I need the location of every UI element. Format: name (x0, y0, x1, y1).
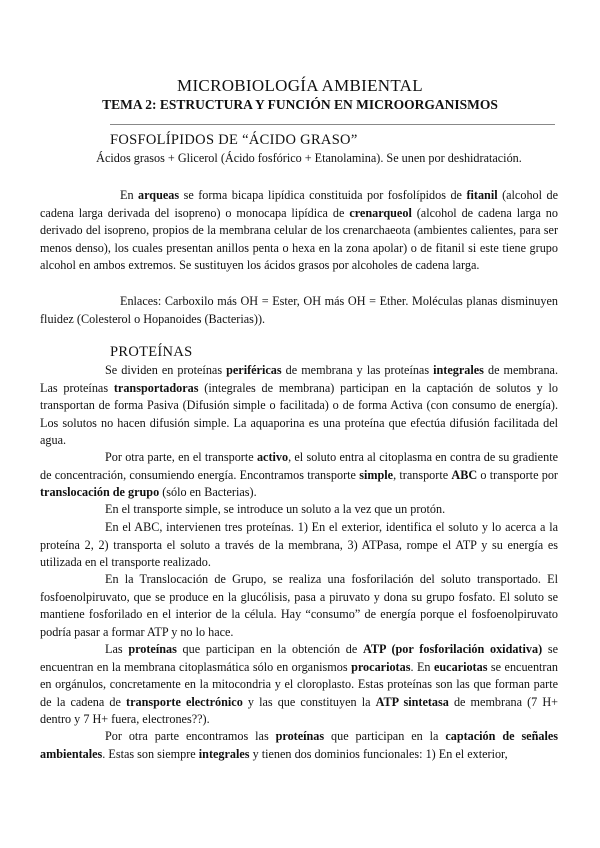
section-heading-proteinas: PROTEÍNAS (110, 344, 193, 360)
paragraph-transporte-activo: Por otra parte, en el transporte activo, el soluto entra al citoplasma en contra de su gradiente de concentración, consumiendo energía. Encontramos transporte simple, transporte ABC o transporte por translocación de grupo (sólo en Bacterias). (40, 450, 558, 500)
paragraph-atp: Las proteínas que participan en la obtención de ATP (por fosforilación oxidativa) se encuentran en la membrana citoplasmática sólo en organismos procariotas. En eucariotas se encuentran en orgánulos, concretamente en la mitocondria y el cloroplasto. Estas proteínas son las que forman parte de la cadena de transporte electrónico y las que constituyen la ATP sintetasa de membrana (7 H+ dentro y 7 H+ fuera, electrones??). (40, 642, 559, 727)
paragraph-arqueas: En arqueas se forma bicapa lipídica constituida por fosfolípidos de fitanil (alcohol de cadena larga derivada del isopreno) o monocapa lipídica de crenarqueol (alcohol de cadena larga no derivado del isopreno, propios de la membrana celular de los crenarchaeota (ambientes calientes, para ser menos denso), los cuales presentan anillos penta o hexa en la zona apolar) o de fitanil si este tiene grupo alcohol en ambos extremos. Se sustituyen los ácidos grasos por alcoholes de cadena larga. (40, 188, 558, 273)
header-divider (110, 124, 555, 125)
section-heading-fosfolipidos: FOSFOLÍPIDOS DE “ÁCIDO GRASO” (110, 132, 358, 148)
paragraph-translocacion: En la Translocación de Grupo, se realiza una fosforilación del soluto transportado. El fosfoenolpiruvato, que se produce en la glucólisis, pasa a piruvato y dona su grupo fosfato. El soluto se mantiene fosforilado en el interior de la célula. Hay “consumo” de energía porque el fosfoenolpiruvato podría pasar a formar ATP y no lo hace. (40, 572, 558, 639)
document-subtitle: TEMA 2: ESTRUCTURA Y FUNCIÓN EN MICROORGANISMOS (102, 97, 498, 112)
fosfolipidos-summary: Ácidos grasos + Glicerol (Ácido fosfórico + Etanolamina). Se unen por deshidratación. (96, 151, 522, 165)
paragraph-enlaces: Enlaces: Carboxilo más OH = Ester, OH más OH = Ether. Moléculas planas disminuyen fluidez (Colesterol o Hopanoides (Bacterias)). (40, 294, 558, 326)
paragraph-transporte-simple: En el transporte simple, se introduce un soluto a la vez que un protón. (105, 502, 446, 516)
paragraph-senales: Por otra parte encontramos las proteínas que participan en la captación de señales ambientales. Estas son siempre integrales y tienen dos dominios funcionales: 1) En el exterior, (40, 729, 559, 761)
paragraph-proteinas-tipos: Se dividen en proteínas periféricas de membrana y las proteínas integrales de membrana. Las proteínas transportadoras (integrales de membrana) participan en la captación de solutos y lo transportan de forma Pasiva (Difusión simple o facilitada) o de forma Activa (con consumo de energía). Los solutos no hacen difusión simple. La aquaporina es una proteína que efectúa difusión facilitada del agua. (40, 363, 558, 448)
paragraph-abc: En el ABC, intervienen tres proteínas. 1) En el exterior, identifica el soluto y lo acerca a la proteína 2, 2) transporta el soluto a través de la membrana, 3) ATPasa, rompe el ATP y su energía es utilizada en el transporte realizado. (40, 520, 558, 570)
document-title: MICROBIOLOGÍA AMBIENTAL (177, 76, 423, 95)
